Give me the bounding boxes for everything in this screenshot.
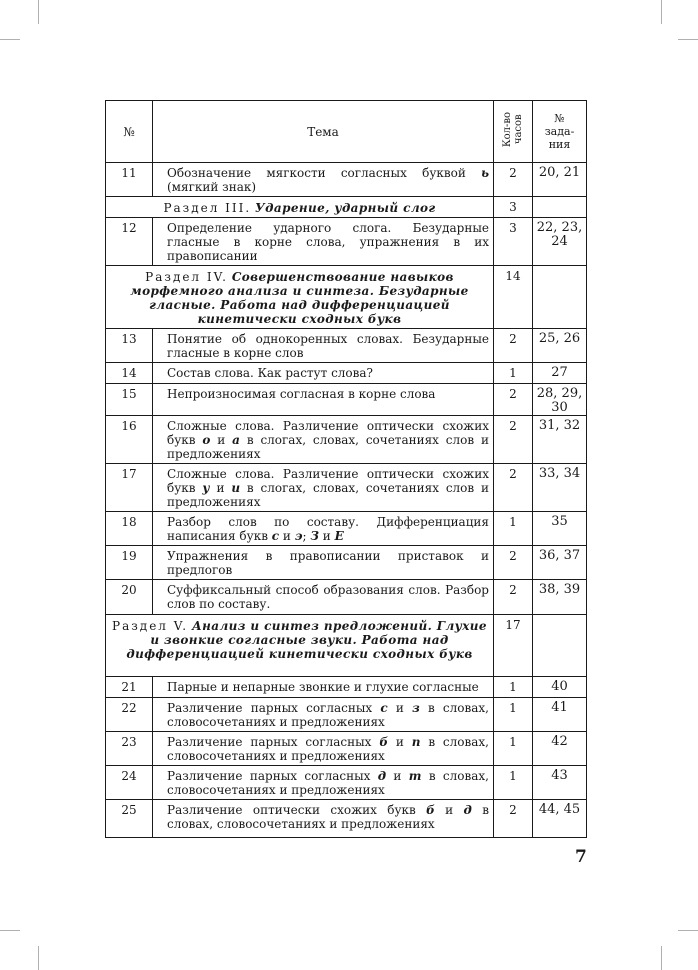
topic-text: Суффиксальный способ образования слов. Разбор слов по составу. [167, 583, 489, 611]
highlighted-letter: с [271, 529, 280, 543]
section-hours: 3 [494, 197, 533, 218]
section-hours: 14 [494, 266, 533, 329]
highlighted-letter: ь [481, 166, 489, 180]
section-title: Совершенствование навыков морфемного анализа и синтеза. Безударные гласные. Работа над дифференциацией кинетически сходных букв [130, 270, 469, 326]
table-row [106, 512, 587, 546]
lesson-tasks: 44, 45 [533, 800, 587, 838]
highlighted-letter: з [412, 701, 420, 715]
lesson-topic [153, 512, 494, 546]
lesson-tasks: 40 [533, 677, 587, 698]
crop-mark [661, 946, 662, 970]
task-header-line: ния [548, 138, 571, 151]
topic-text: в словах, словосочетаниях и предложениях [167, 769, 489, 797]
table-row [106, 546, 587, 580]
crop-mark [661, 0, 662, 24]
lesson-tasks: 38, 39 [533, 580, 587, 615]
lesson-topic [153, 363, 494, 384]
lesson-tasks: 35 [533, 512, 587, 546]
table-row [106, 580, 587, 615]
lesson-number: 22 [106, 698, 153, 732]
section-hours: 17 [494, 615, 533, 677]
section-label: Раздел IV. [145, 270, 228, 284]
topic-text: Упражнения в правописании приставок и предлогов [167, 549, 489, 577]
highlighted-letter: о [202, 433, 211, 447]
crop-mark [0, 930, 20, 931]
topic-text: и [210, 433, 233, 447]
lesson-hours: 2 [494, 464, 533, 512]
topic-text: и [386, 769, 409, 783]
topic-text: Сложные слова. Различение оптически схожих букв [167, 419, 489, 447]
table-row [106, 384, 587, 416]
column-header-hours [494, 101, 533, 163]
topic-text: Сложные слова. Различение оптически схожих букв [167, 467, 489, 495]
column-header-topic: Тема [153, 101, 494, 163]
table-row [106, 677, 587, 698]
crop-mark [678, 930, 698, 931]
task-header-line: № [554, 112, 565, 125]
lesson-number: 20 [106, 580, 153, 615]
lesson-number: 25 [106, 800, 153, 838]
section-heading [106, 266, 494, 329]
lesson-tasks: 27 [533, 363, 587, 384]
lesson-tasks: 41 [533, 698, 587, 732]
lesson-number: 12 [106, 218, 153, 266]
task-header-line: зада- [544, 125, 575, 138]
table-body [106, 163, 587, 838]
lesson-topic [153, 464, 494, 512]
lesson-topic [153, 329, 494, 363]
lesson-hours: 1 [494, 732, 533, 766]
lesson-tasks: 20, 21 [533, 163, 587, 197]
crop-mark [0, 39, 20, 40]
topic-text: Обозначение мягкости согласных буквой [167, 166, 482, 180]
topic-text: Различение парных согласных [167, 735, 380, 749]
lesson-topic [153, 732, 494, 766]
lesson-hours: 2 [494, 416, 533, 464]
lesson-topic [153, 677, 494, 698]
lesson-topic [153, 218, 494, 266]
table-row [106, 464, 587, 512]
column-header-number: № [106, 101, 153, 163]
highlighted-letter: б [379, 735, 388, 749]
topic-text: Разбор слов по составу. Дифференциация написания букв [167, 515, 489, 543]
section-row [106, 197, 587, 218]
lesson-topic [153, 800, 494, 838]
topic-text: и [387, 735, 412, 749]
table-row [106, 363, 587, 384]
lesson-tasks: 36, 37 [533, 546, 587, 580]
lesson-number: 17 [106, 464, 153, 512]
lesson-hours: 1 [494, 677, 533, 698]
lesson-hours: 2 [494, 329, 533, 363]
topic-text: в слогах, словах, сочетаниях слов и предложениях [167, 433, 489, 461]
lesson-number: 21 [106, 677, 153, 698]
topic-text: в словах, словосочетаниях и предложениях [167, 803, 489, 831]
column-header-task [533, 101, 587, 163]
topic-text: и [279, 529, 295, 543]
lesson-plan-table [105, 100, 587, 838]
highlighted-letter: Е [334, 529, 344, 543]
topic-text: Состав слова. Как растут слова? [167, 366, 373, 380]
lesson-hours: 1 [494, 512, 533, 546]
topic-text: и [318, 529, 335, 543]
highlighted-letter: и [231, 481, 241, 495]
topic-text: (мягкий знак) [167, 180, 257, 194]
hours-header-text [502, 112, 524, 147]
topic-text: ; [302, 529, 311, 543]
topic-text: в словах, словосочетаниях и предложениях [167, 701, 489, 729]
highlighted-letter: т [408, 769, 422, 783]
highlighted-letter: б [426, 803, 435, 817]
lesson-hours: 1 [494, 698, 533, 732]
highlighted-letter: э [294, 529, 303, 543]
lesson-tasks: 22, 23, 24 [533, 218, 587, 266]
section-task-cell [533, 266, 587, 329]
lesson-hours: 2 [494, 546, 533, 580]
section-task-cell [533, 197, 587, 218]
lesson-hours: 2 [494, 580, 533, 615]
table-row [106, 218, 587, 266]
lesson-topic [153, 546, 494, 580]
topic-text: и [434, 803, 464, 817]
section-task-cell [533, 615, 587, 677]
section-row [106, 266, 587, 329]
lesson-hours: 1 [494, 766, 533, 800]
section-title: Анализ и синтез предложений. Глухие и звонкие согласные звуки. Работа над дифференциацией кинетически сходных букв [126, 619, 487, 661]
lesson-topic [153, 580, 494, 615]
section-label: Раздел V. [112, 619, 189, 633]
lesson-topic [153, 766, 494, 800]
lesson-tasks: 25, 26 [533, 329, 587, 363]
hours-header-line: часов [513, 115, 524, 145]
crop-mark [38, 0, 39, 24]
lesson-hours: 3 [494, 218, 533, 266]
crop-mark [38, 946, 39, 970]
table-header-row [106, 101, 587, 163]
table-row [106, 800, 587, 838]
section-heading [106, 615, 494, 677]
section-title: Ударение, ударный слог [255, 201, 436, 215]
table-row [106, 698, 587, 732]
lesson-tasks: 43 [533, 766, 587, 800]
topic-text: Различение парных согласных [167, 701, 381, 715]
lesson-number: 13 [106, 329, 153, 363]
lesson-topic [153, 384, 494, 416]
lesson-tasks: 31, 32 [533, 416, 587, 464]
topic-text: в слогах, словах, сочетаниях слов и предложениях [167, 481, 490, 509]
section-label: Раздел III. [163, 201, 252, 215]
hours-header-line: Кол-во [502, 112, 513, 148]
section-heading [106, 197, 494, 218]
crop-mark [678, 39, 698, 40]
topic-text: и [387, 701, 413, 715]
highlighted-letter: а [232, 433, 240, 447]
lesson-hours: 2 [494, 163, 533, 197]
section-row [106, 615, 587, 677]
lesson-number: 23 [106, 732, 153, 766]
table-row [106, 329, 587, 363]
topic-text: в словах, словосочетаниях и предложениях [167, 735, 489, 763]
topic-text: Различение парных согласных [167, 769, 378, 783]
lesson-number: 18 [106, 512, 153, 546]
lesson-number: 14 [106, 363, 153, 384]
lesson-hours: 1 [494, 363, 533, 384]
table-row [106, 766, 587, 800]
highlighted-letter: д [463, 803, 472, 817]
topic-text: и [209, 481, 232, 495]
table-row [106, 732, 587, 766]
topic-text: Непроизносимая согласная в корне слова [167, 387, 436, 401]
highlighted-letter: д [377, 769, 387, 783]
topic-text: Определение ударного слога. Безударные гласные в корне слова, упражнения в их правописании [167, 221, 489, 263]
lesson-number: 24 [106, 766, 153, 800]
topic-text: Парные и непарные звонкие и глухие согласные [167, 680, 479, 694]
lesson-topic [153, 163, 494, 197]
lesson-number: 16 [106, 416, 153, 464]
lesson-number: 11 [106, 163, 153, 197]
lesson-topic [153, 416, 494, 464]
highlighted-letter: п [411, 735, 421, 749]
highlighted-letter: с [380, 701, 388, 715]
table-row [106, 416, 587, 464]
topic-text: Понятие об однокоренных словах. Безударные гласные в корне слов [167, 332, 489, 360]
lesson-topic [153, 698, 494, 732]
lesson-number: 15 [106, 384, 153, 416]
lesson-tasks: 28, 29, 30 [533, 384, 587, 416]
highlighted-letter: у [202, 481, 210, 495]
page-number: 7 [575, 847, 587, 867]
highlighted-letter: З [310, 529, 319, 543]
lesson-hours: 2 [494, 384, 533, 416]
table-row [106, 163, 587, 197]
lesson-number: 19 [106, 546, 153, 580]
topic-text: Различение оптически схожих букв [167, 803, 427, 817]
lesson-hours: 2 [494, 800, 533, 838]
lesson-tasks: 33, 34 [533, 464, 587, 512]
lesson-tasks: 42 [533, 732, 587, 766]
